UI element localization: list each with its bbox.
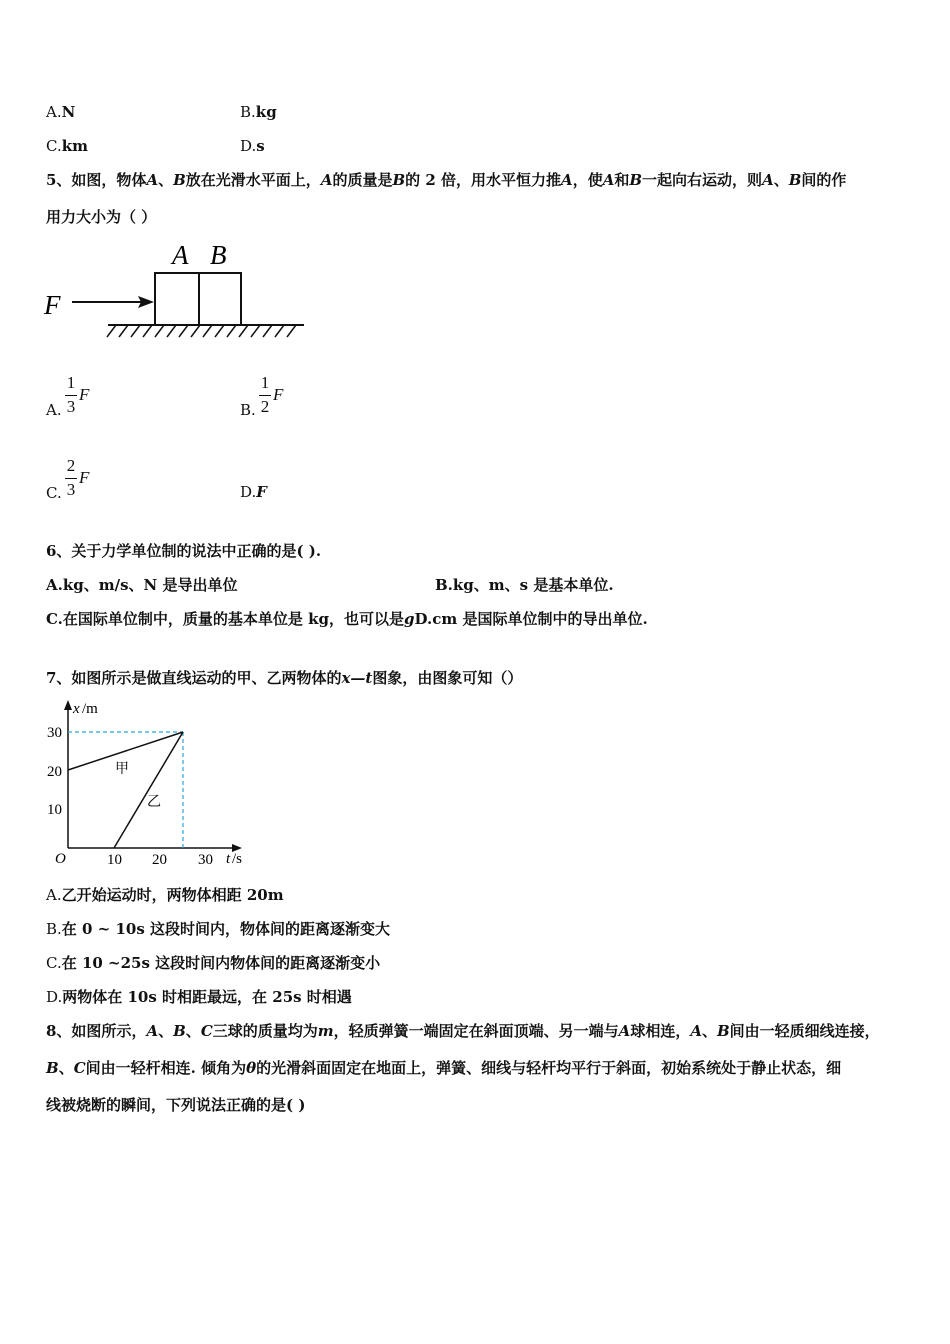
text: 的 2 倍，用水平恒力推	[405, 171, 562, 189]
block-b	[199, 273, 241, 325]
q5-stem-line1	[46, 170, 846, 190]
x-axis-label-unit: /s	[232, 851, 243, 867]
q5-option-d	[240, 482, 267, 502]
numerator: 1	[66, 373, 76, 392]
hatch-mark	[191, 325, 200, 337]
q5-option-b-fraction	[259, 373, 289, 421]
option-label: A.	[46, 103, 62, 121]
text: 、	[773, 171, 789, 189]
q8-stem-line2	[46, 1058, 841, 1078]
hatch-mark	[179, 325, 188, 337]
text: B.kg、m、s 是基本单位.	[435, 576, 614, 594]
text: C.在国际单位制中，质量的基本单位是 kg，也可以是	[46, 610, 405, 628]
q7-option-d	[46, 987, 352, 1007]
fraction-bar	[65, 478, 77, 479]
text: D.cm 是国际单位制中的导出单位.	[414, 610, 648, 628]
option-label: B.	[240, 401, 256, 419]
q8-stem-line1	[46, 1021, 880, 1041]
hatch-mark	[107, 325, 116, 337]
line-yi	[114, 732, 183, 848]
option-label: C.	[46, 137, 62, 155]
fraction-bar	[65, 395, 77, 396]
option-text: s	[256, 137, 265, 155]
hatch-mark	[239, 325, 248, 337]
var: C	[200, 1022, 213, 1040]
text: A.kg、m/s、N 是导出单位	[46, 576, 238, 594]
var: A	[762, 171, 774, 189]
text: 、	[701, 1022, 717, 1040]
numerator: 2	[66, 456, 76, 475]
q6-option-c-d	[46, 609, 648, 629]
option-label: C.	[46, 484, 62, 502]
text: 间由一轻杆相连. 倾角为	[85, 1059, 247, 1077]
var: B	[392, 171, 406, 189]
q7-xt-graph	[40, 698, 255, 870]
q6-option-b	[435, 575, 614, 595]
text: 图象，由图象可知（）	[372, 669, 523, 687]
q7-stem	[46, 668, 522, 688]
q6-option-a	[46, 575, 237, 595]
q5-option-c	[46, 483, 62, 503]
q4-option-a	[46, 102, 75, 122]
fraction-bar	[259, 395, 271, 396]
text: ，轻质弹簧一端固定在斜面顶端、另一端与	[333, 1022, 619, 1040]
text: 6、关于力学单位制的说法中正确的是( ).	[46, 542, 322, 560]
text: 、	[158, 171, 174, 189]
option-label: D.	[240, 137, 257, 155]
denominator: 3	[66, 480, 76, 499]
q7-option-b	[46, 919, 390, 939]
label-yi: 乙	[147, 795, 161, 810]
text: 间的作	[801, 171, 847, 189]
option-label: D.	[46, 988, 63, 1006]
var: A	[690, 1022, 702, 1040]
denominator: 3	[66, 397, 76, 416]
q5-blocks-figure	[40, 236, 310, 341]
label-jia: 甲	[115, 762, 129, 777]
y-tick-30: 30	[47, 725, 62, 741]
option-label: A.	[46, 886, 62, 904]
hatch-mark	[263, 325, 272, 337]
var: B	[716, 1022, 730, 1040]
text: 、	[158, 1022, 174, 1040]
x-tick-20: 20	[152, 852, 167, 868]
text: 放在光滑水平面上，	[185, 171, 321, 189]
q5-option-a	[46, 400, 62, 420]
var: B	[173, 171, 186, 189]
var: m	[317, 1022, 334, 1040]
hatch-mark	[227, 325, 236, 337]
x-tick-30: 30	[198, 852, 213, 868]
hatch-mark	[155, 325, 164, 337]
var: A	[146, 1022, 159, 1040]
hatch-mark	[251, 325, 260, 337]
option-label: B.	[46, 920, 62, 938]
var: F	[79, 385, 90, 404]
hatch-mark	[143, 325, 152, 337]
y-axis-label-unit: /m	[82, 701, 98, 717]
text: 的质量是	[332, 171, 393, 189]
hatch-mark	[119, 325, 128, 337]
q5-option-c-fraction	[65, 456, 95, 504]
y-axis-label: x	[73, 701, 80, 717]
option-text: kg	[255, 103, 277, 121]
text: 的光滑斜面固定在地面上，弹簧、细线与轻杆均平行于斜面，初始系统处于静止状态，细	[256, 1059, 842, 1077]
block-a	[155, 273, 199, 325]
var: g	[404, 610, 415, 628]
q4-option-d	[240, 136, 265, 156]
var: A	[618, 1022, 631, 1040]
option-label: B.	[240, 103, 256, 121]
denominator: 2	[260, 397, 270, 416]
var: B	[788, 171, 802, 189]
text: 、	[58, 1059, 74, 1077]
var: B	[173, 1022, 186, 1040]
label-f: F	[44, 290, 61, 320]
numerator: 1	[260, 373, 270, 392]
text: 球相连，	[630, 1022, 691, 1040]
text: 和	[614, 171, 630, 189]
var: A	[320, 171, 333, 189]
q5-stem-line2	[46, 207, 156, 227]
x-axis-label: t	[226, 851, 231, 867]
hatch-mark	[215, 325, 224, 337]
y-axis-arrow	[64, 700, 72, 710]
q5-option-b	[240, 400, 256, 420]
q7-option-a	[46, 885, 284, 905]
q5-option-a-fraction	[65, 373, 95, 421]
hatch-mark	[167, 325, 176, 337]
var: C	[73, 1059, 86, 1077]
text: 线被烧断的瞬间，下列说法正确的是( )	[46, 1096, 306, 1114]
text: 7、如图所示是做直线运动的甲、乙两物体的	[46, 669, 342, 687]
hatch-mark	[131, 325, 140, 337]
text: 三球的质量均为	[212, 1022, 318, 1040]
var: B	[629, 171, 643, 189]
y-tick-10: 10	[47, 802, 62, 818]
q4-option-c	[46, 136, 88, 156]
var: F	[79, 468, 90, 487]
var: x—t	[341, 669, 373, 687]
text: 间由一轻质细线连接，	[729, 1022, 880, 1040]
var: θ	[246, 1059, 257, 1077]
q6-stem	[46, 541, 321, 561]
var: B	[46, 1059, 59, 1077]
text: 一起向右运动，则	[642, 171, 763, 189]
var: A	[561, 171, 573, 189]
text: 用力大小为（ ）	[46, 208, 157, 226]
origin-label: O	[55, 851, 66, 867]
option-label: C.	[46, 954, 62, 972]
q8-stem-line3	[46, 1095, 305, 1115]
q7-option-c	[46, 953, 380, 973]
var: A	[602, 171, 615, 189]
option-text: 乙开始运动时，两物体相距 20m	[61, 886, 284, 904]
option-label: D.	[240, 483, 257, 501]
option-label: A.	[46, 401, 62, 419]
option-text: N	[61, 103, 76, 121]
option-text: 在 10 ~25s 这段时间内物体间的距离逐渐变小	[61, 954, 381, 972]
var: F	[273, 385, 284, 404]
option-text: 两物体在 10s 时相距最远，在 25s 时相遇	[62, 988, 352, 1006]
var: A	[146, 171, 159, 189]
text: 、	[185, 1022, 201, 1040]
label-b: B	[210, 240, 227, 270]
hatch-mark	[203, 325, 212, 337]
hatch-mark	[287, 325, 296, 337]
text: 5、如图，物体	[46, 171, 147, 189]
y-tick-20: 20	[47, 764, 62, 780]
ground-hatching	[107, 325, 296, 337]
option-text: 在 0 ~ 10s 这段时间内，物体间的距离逐渐变大	[61, 920, 391, 938]
label-a: A	[172, 240, 189, 270]
hatch-mark	[275, 325, 284, 337]
q4-option-b	[240, 102, 277, 122]
text: ，使	[572, 171, 603, 189]
x-tick-10: 10	[107, 852, 122, 868]
text: 8、如图所示，	[46, 1022, 147, 1040]
var: F	[256, 483, 267, 501]
option-text: km	[61, 137, 88, 155]
